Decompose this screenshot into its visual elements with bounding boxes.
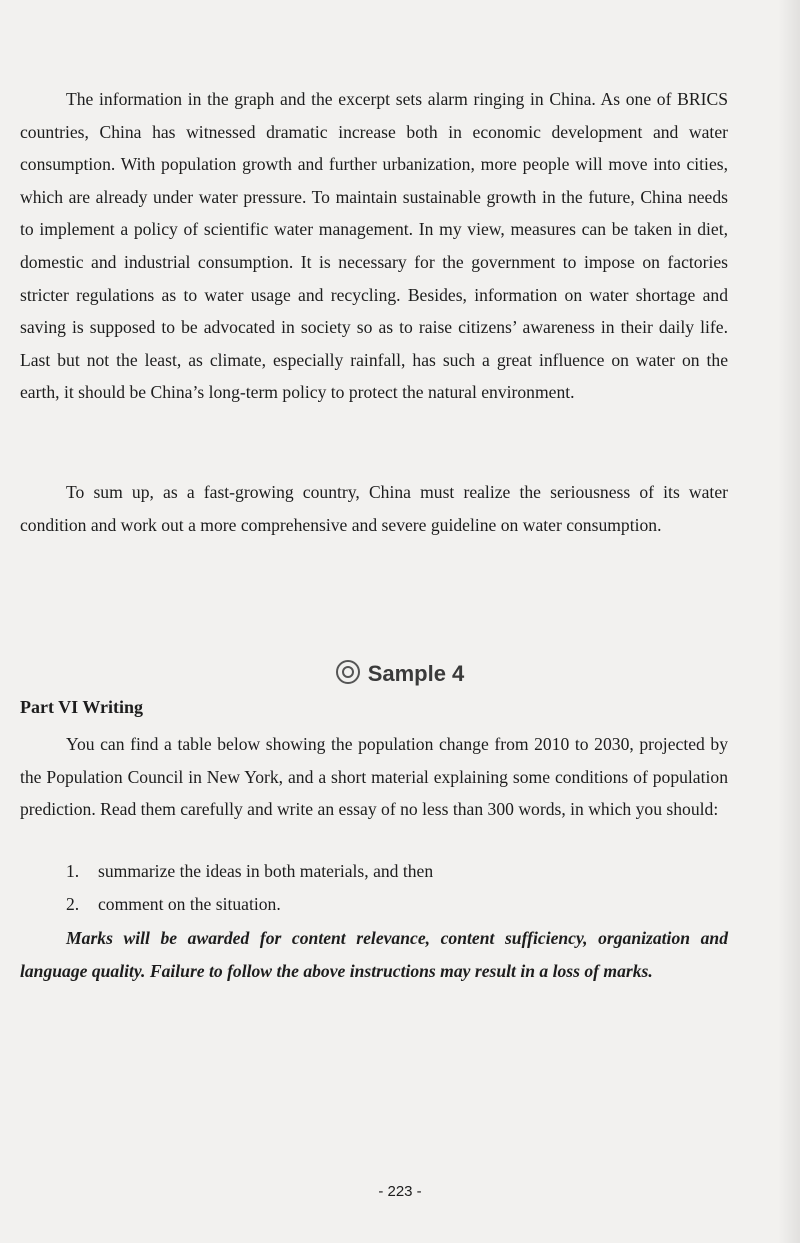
- marks-note: Marks will be awarded for content relevance, content sufficiency, organization and language quality. Failure to follow the above instructions may result in a loss of marks.: [20, 928, 728, 981]
- writing-instructions: You can find a table below showing the population change from 2010 to 2030, projected by the Population Council in New York, and a short material explaining some conditions of population prediction. Read them carefully and write an essay of no less than 300 words, in which you should:: [20, 734, 728, 820]
- sample-heading: [0, 660, 800, 687]
- part-title: Part VI Writing: [20, 697, 144, 717]
- list-item: [66, 855, 433, 887]
- double-circle-icon: [336, 660, 360, 684]
- list-item: [66, 888, 281, 920]
- list-item-text: comment on the situation.: [98, 894, 281, 914]
- page-edge-shadow: [778, 0, 800, 1243]
- sample-heading-text: Sample 4: [367, 661, 465, 686]
- list-item-number: 2.: [66, 894, 80, 914]
- list-item-text: summarize the ideas in both materials, and then: [98, 861, 434, 881]
- essay-paragraph-1: The information in the graph and the excerpt sets alarm ringing in China. As one of BRICS countries, China has witnessed dramatic increase both in economic development and water consumption. With population growth and further urbanization, more people will move into cities, which are already under water pressure. To maintain sustainable growth in the future, China needs to implement a policy of scientific water management. In my view, measures can be taken in diet, domestic and industrial consumption. It is necessary for the government to impose on factories stricter regulations as to water usage and recycling. Besides, information on water shortage and saving is supposed to be advocated in society so as to raise citizens’ awareness in their daily life. Last but not the least, as climate, especially rainfall, has such a great influence on water on the earth, it should be China’s long-term policy to protect the natural environment.: [20, 89, 728, 403]
- essay-paragraph-2: To sum up, as a fast-growing country, China must realize the seriousness of its water condition and work out a more comprehensive and severe guideline on water consumption.: [20, 482, 728, 535]
- page-number: - 223 -: [378, 1183, 422, 1200]
- list-item-number: 1.: [66, 861, 80, 881]
